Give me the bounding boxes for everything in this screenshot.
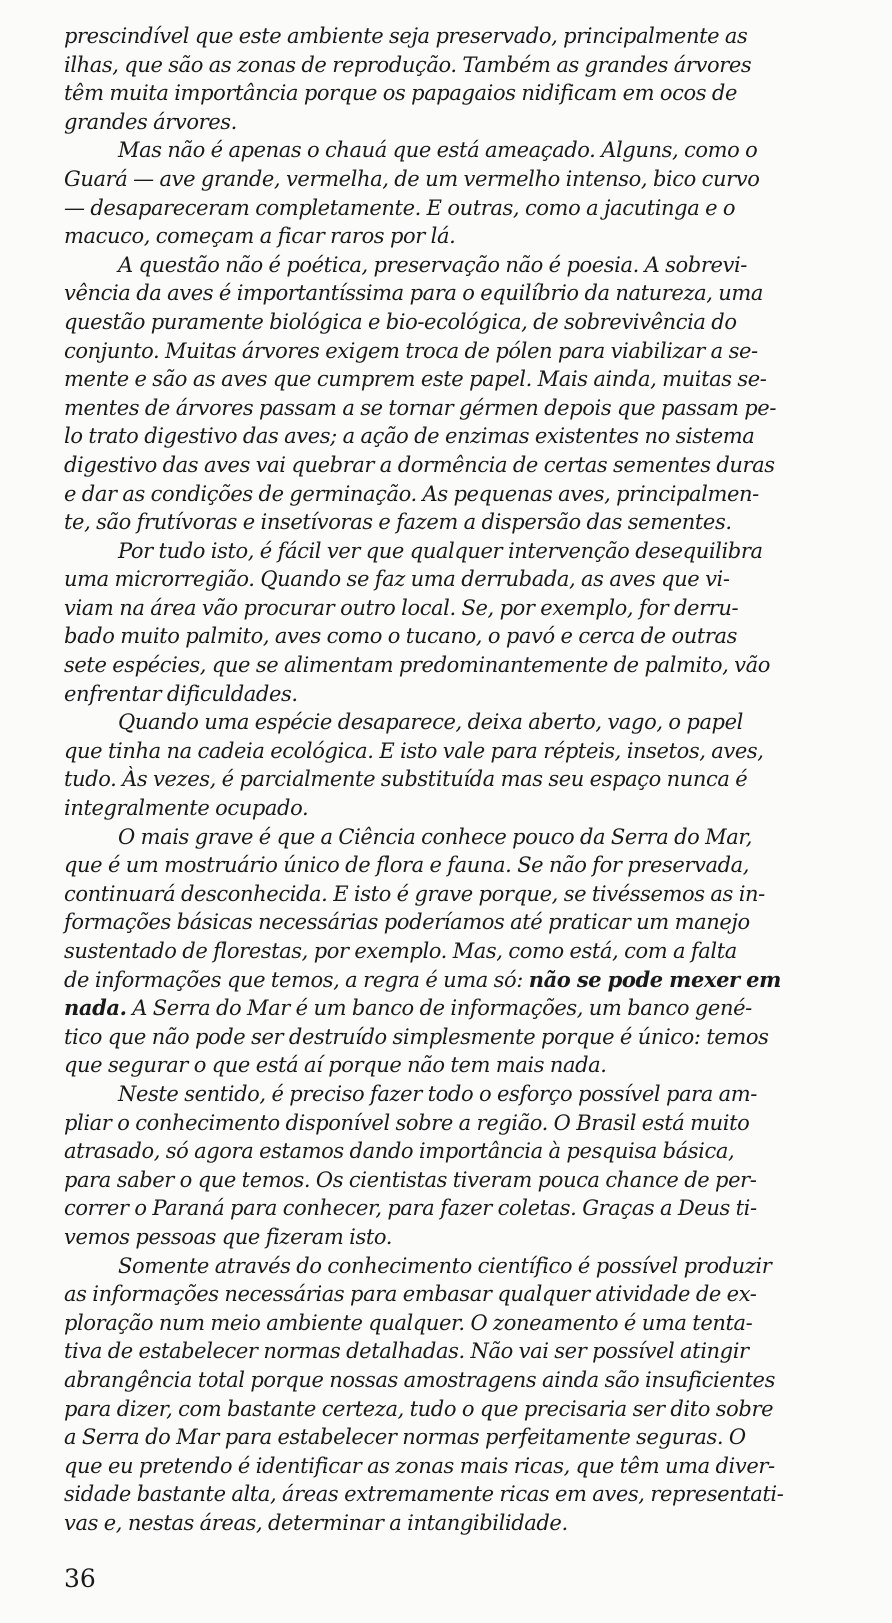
text-line: te, são frutívoras e insetívoras e fazem a dispersão das sementes. [64, 510, 732, 535]
text-line: que eu pretendo é identificar as zonas mais ricas, que têm uma diver- [64, 1453, 775, 1478]
text-line: digestivo das aves vai quebrar a dormência de certas sementes duras [64, 452, 775, 477]
text-line: atrasado, só agora estamos dando importância à pesquisa básica, [64, 1139, 735, 1164]
text-line: Mas não é apenas o chauá que está ameaçado. Alguns, como o [118, 138, 758, 163]
text-line: pliar o conhecimento disponível sobre a região. O Brasil está muito [64, 1110, 750, 1135]
text-line [64, 966, 846, 995]
text-line: Quando uma espécie desaparece, deixa aberto, vago, o papel [118, 710, 743, 735]
text-line: tiva de estabelecer normas detalhadas. Não vai ser possível atingir [64, 1339, 749, 1364]
text-line: viam na área vão procurar outro local. Se, por exemplo, for derru- [64, 595, 739, 620]
text-line: que é um mostruário único de flora e fauna. Se não for preservada, [64, 853, 750, 878]
text-line: continuará desconhecida. E isto é grave porque, se tivéssemos as in- [64, 881, 765, 906]
text-line: que segurar o que está aí porque não tem mais nada. [64, 1053, 607, 1078]
text-line: integralmente ocupado. [64, 796, 309, 821]
text-line: mente e são as aves que cumprem este papel. Mais ainda, muitas se- [64, 367, 767, 392]
page-body [64, 22, 846, 1537]
text-line: para dizer, com bastante certeza, tudo o que precisaria ser dito sobre [64, 1396, 774, 1421]
text-line: lo trato digestivo das aves; a ação de enzimas existentes no sistema [64, 424, 755, 449]
text-line: — desapareceram completamente. E outras, como a jacutinga e o [64, 195, 736, 220]
text-line: têm muita importância porque os papagaios nidificam em ocos de [64, 81, 737, 106]
text-line: mentes de árvores passam a se tornar gérmen depois que passam pe- [64, 395, 777, 420]
text-line: ploração num meio ambiente qualquer. O zoneamento é uma tenta- [64, 1310, 753, 1335]
bold-phrase-end: nada. [64, 995, 127, 1021]
text-line: vência da aves é importantíssima para o equilíbrio da natureza, uma [64, 281, 764, 306]
text-line [64, 994, 846, 1023]
text-line: questão puramente biológica e bio-ecológica, de sobrevivência do [64, 309, 737, 334]
text-line: vemos pessoas que fizeram isto. [64, 1224, 393, 1249]
text-line: sete espécies, que se alimentam predominantemente de palmito, vão [64, 653, 770, 678]
text-line: Por tudo isto, é fácil ver que qualquer intervenção desequilibra [118, 538, 763, 563]
text-line: tico que não pode ser destruído simplesmente porque é único: temos [64, 1024, 769, 1049]
text-line: Somente através do conhecimento científico é possível produzir [118, 1253, 772, 1278]
text-line: Neste sentido, é preciso fazer todo o esforço possível para am- [118, 1081, 757, 1106]
text-line: bado muito palmito, aves como o tucano, o pavó e cerca de outras [64, 624, 737, 649]
page-number: 36 [64, 1564, 96, 1593]
text-line: a Serra do Mar para estabelecer normas perfeitamente seguras. O [64, 1425, 746, 1450]
text-line: abrangência total porque nossas amostragens ainda são insuficientes [64, 1367, 775, 1392]
text-line: O mais grave é que a Ciência conhece pouco da Serra do Mar, [118, 824, 752, 849]
text-line: e dar as condições de germinação. As pequenas aves, principalmen- [64, 481, 759, 506]
text-line: para saber o que temos. Os cientistas tiveram pouca chance de per- [64, 1167, 757, 1192]
text-line: macuco, começam a ficar raros por lá. [64, 224, 456, 249]
text-line: conjunto. Muitas árvores exigem troca de pólen para viabilizar a se- [64, 338, 758, 363]
text-line: enfrentar dificuldades. [64, 681, 298, 706]
text-line: grandes árvores. [64, 109, 237, 134]
text-line: correr o Paraná para conhecer, para fazer coletas. Graças a Deus ti- [64, 1196, 757, 1221]
text-line: que tinha na cadeia ecológica. E isto vale para répteis, insetos, aves, [64, 738, 764, 763]
text-line: ilhas, que são as zonas de reprodução. Também as grandes árvores [64, 52, 752, 77]
text-span: de informações que temos, a regra é uma só: [64, 967, 529, 992]
text-span: A Serra do Mar é um banco de informações, um banco gené- [126, 996, 752, 1021]
text-line: Guará — ave grande, vermelha, de um vermelho intenso, bico curvo [64, 166, 760, 191]
text-line: tudo. Às vezes, é parcialmente substituída mas seu espaço nunca é [64, 767, 748, 792]
text-line: vas e, nestas áreas, determinar a intangibilidade. [64, 1510, 568, 1535]
text-line: prescindível que este ambiente seja preservado, principalmente as [64, 24, 748, 48]
text-line: uma microrregião. Quando se faz uma derrubada, as aves que vi- [64, 567, 730, 592]
text-line: A questão não é poética, preservação não é poesia. A sobrevi- [118, 252, 747, 277]
text-line: as informações necessárias para embasar qualquer atividade de ex- [64, 1282, 757, 1307]
bold-phrase: não se pode mexer em [528, 966, 781, 992]
text-line: formações básicas necessárias poderíamos até praticar um manejo [64, 910, 750, 935]
text-line: sidade bastante alta, áreas extremamente ricas em aves, representati- [64, 1482, 784, 1507]
text-line: sustentado de florestas, por exemplo. Mas, como está, com a falta [64, 939, 737, 963]
